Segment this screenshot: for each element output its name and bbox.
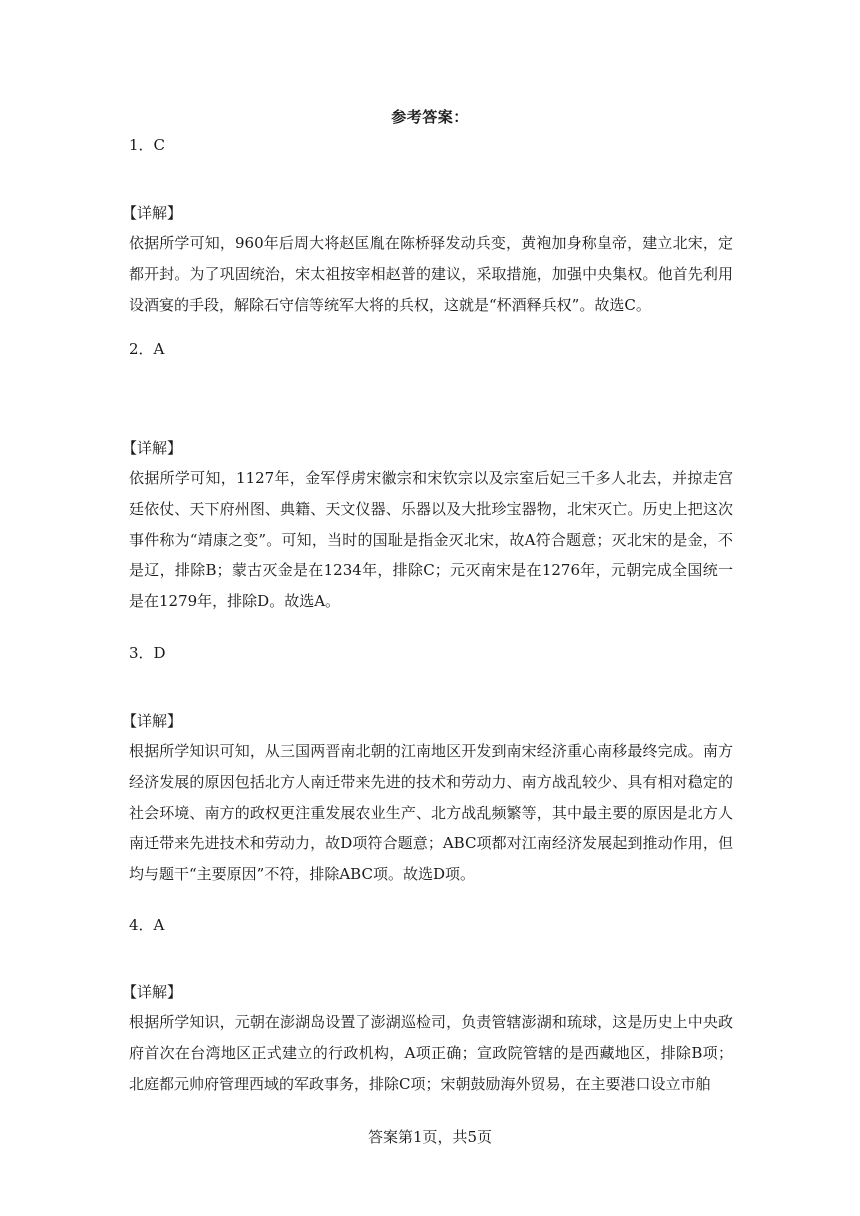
answer-number-3: 3．D — [129, 644, 166, 662]
answer-number-1: 1．C — [129, 136, 166, 154]
detail-label-4: 【详解】 — [122, 983, 183, 1001]
detail-label-2: 【详解】 — [122, 439, 183, 457]
answer-number-4: 4．A — [129, 916, 165, 934]
detail-label-3: 【详解】 — [122, 712, 183, 730]
detail-label-1: 【详解】 — [122, 204, 183, 222]
page-footer: 答案第1页，共5页 — [367, 1128, 493, 1146]
explanation-4: 根据所学知识，元朝在澎湖岛设置了澎湖巡检司，负责管辖澎湖和琉球，这是历史上中央政府首次在台湾地区正式建立的行政机构，A项正确；宣政院管辖的是西藏地区，排除B项；北庭都元帅府管理西域的军政事务，排除C项；宋朝鼓励海外贸易，在主要港口设立市舶 — [129, 1013, 733, 1093]
explanation-1: 依据所学可知，960年后周大将赵匡胤在陈桥驿发动兵变，黄袍加身称皇帝，建立北宋，定都开封。为了巩固统治，宋太祖按宰相赵普的建议，采取措施，加强中央集权。他首先利用设酒宴的手段，解除石守信等统军大将的兵权，这就是“杯酒释兵权”。故选C。 — [129, 234, 733, 314]
explanation-3: 根据所学知识可知，从三国两晋南北朝的江南地区开发到南宋经济重心南移最终完成。南方经济发展的原因包括北方人南迁带来先进的技术和劳动力、南方战乱较少、具有相对稳定的社会环境、南方的政权更注重发展农业生产、北方战乱频繁等，其中最主要的原因是北方人南迁带来先进技术和劳动力，故D项符合题意；ABC项都对江南经济发展起到推动作用，但均与题干“主要原因”不符，排除ABC项。故选D项。 — [129, 742, 733, 884]
explanation-2: 依据所学可知，1127年，金军俘虏宋徽宗和宋钦宗以及宗室后妃三千多人北去，并掠走宫廷依仗、天下府州图、典籍、天文仪器、乐器以及大批珍宝器物，北宋灭亡。历史上把这次事件称为“靖康之变”。可知，当时的国耻是指金灭北宋，故A符合题意；灭北宋的是金，不是辽，排除B；蒙古灭金是在1234年，排除C；元灭南宋是在1276年，元朝完成全国统一是在1279年，排除D。故选A。 — [129, 469, 733, 611]
page-title: 参考答案： — [391, 108, 469, 126]
answer-number-2: 2．A — [129, 340, 165, 358]
